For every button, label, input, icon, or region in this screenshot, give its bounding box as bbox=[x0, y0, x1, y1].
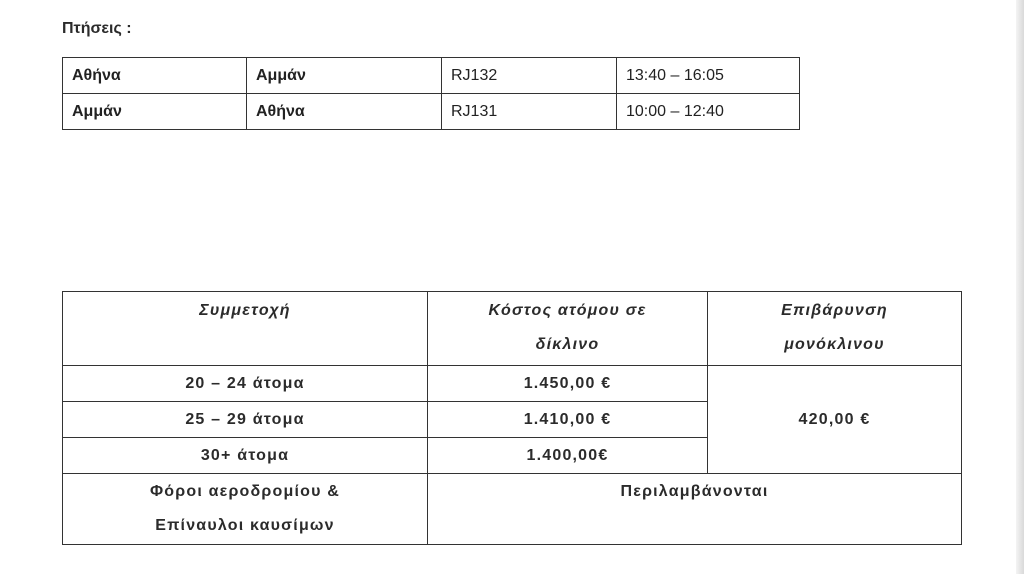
taxes-label bbox=[63, 474, 428, 545]
header-cost-line2: δίκλινο bbox=[535, 336, 600, 353]
flights-table bbox=[62, 57, 800, 130]
pricing-table bbox=[62, 291, 962, 545]
header-cost-line1: Κόστος ατόμου σε bbox=[488, 302, 647, 319]
flight-destination: Αμμάν bbox=[247, 58, 442, 94]
taxes-label-line1: Φόροι αεροδρομίου & bbox=[149, 483, 341, 500]
taxes-included: Περιλαμβάνονται bbox=[428, 474, 962, 545]
taxes-row bbox=[63, 474, 962, 545]
flight-number: RJ132 bbox=[442, 58, 617, 94]
header-participation bbox=[63, 292, 428, 366]
header-single-line1: Επιβάρυνση bbox=[781, 302, 888, 319]
flight-origin: Αθήνα bbox=[63, 58, 247, 94]
flight-time: 13:40 – 16:05 bbox=[617, 58, 800, 94]
pricing-header-row bbox=[63, 292, 962, 366]
flight-destination: Αθήνα bbox=[247, 94, 442, 130]
flights-heading: Πτήσεις : bbox=[62, 20, 132, 37]
flight-time: 10:00 – 12:40 bbox=[617, 94, 800, 130]
single-supplement-value: 420,00 € bbox=[708, 366, 962, 474]
header-cost-double bbox=[428, 292, 708, 366]
cost-per-person: 1.400,00€ bbox=[428, 438, 708, 474]
table-row bbox=[63, 94, 800, 130]
cost-per-person: 1.410,00 € bbox=[428, 402, 708, 438]
header-participation-label: Συμμετοχή bbox=[199, 302, 291, 319]
page-edge bbox=[1016, 0, 1024, 574]
header-single-supplement bbox=[708, 292, 962, 366]
cost-per-person: 1.450,00 € bbox=[428, 366, 708, 402]
header-single-line2: μονόκλινου bbox=[784, 336, 885, 353]
taxes-label-line2: Επίναυλοι καυσίμων bbox=[155, 517, 335, 534]
table-row bbox=[63, 58, 800, 94]
group-size: 30+ άτομα bbox=[63, 438, 428, 474]
flight-number: RJ131 bbox=[442, 94, 617, 130]
table-row bbox=[63, 366, 962, 402]
flight-origin: Αμμάν bbox=[63, 94, 247, 130]
group-size: 20 – 24 άτομα bbox=[63, 366, 428, 402]
group-size: 25 – 29 άτομα bbox=[63, 402, 428, 438]
